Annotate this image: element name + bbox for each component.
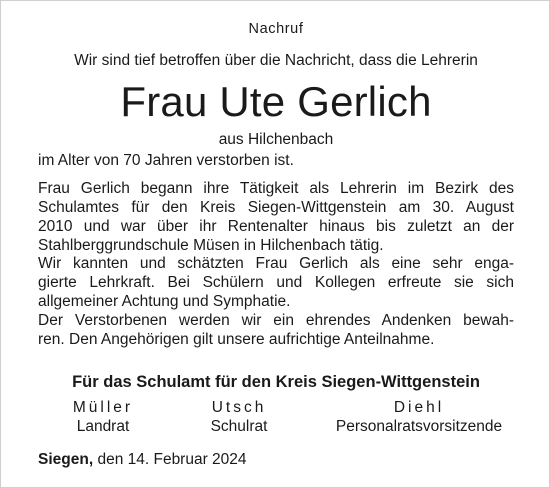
signoff-text: Für das Schulamt für den Kreis Siegen-Wittgenstein: [72, 373, 480, 391]
notice-heading: Nachruf: [248, 21, 304, 37]
paragraph-line: Wir kannten und schätzten Frau Gerlich als eine sehr enga-: [38, 255, 514, 272]
signatory-role: Personalratsvorsitzende: [335, 418, 503, 435]
deceased-name: Frau Ute Gerlich: [120, 78, 432, 125]
paragraph-line: gierte Lehrkraft. Bei Schülern und Kollegen erfreute sie sich: [38, 274, 514, 291]
signatory-name: Müller: [72, 399, 134, 416]
paragraph-line: Der Verstorbenen werden wir ein ehrendes Andenken bewah-: [38, 312, 514, 329]
paragraph-line: allgemeiner Achtung und Symphatie.: [38, 293, 291, 310]
signatory-role: Schulrat: [210, 418, 268, 435]
signatory-name: Diehl: [393, 399, 445, 416]
age-text: im Alter von 70 Jahren verstorben ist.: [38, 152, 294, 169]
place-date-line: [38, 451, 247, 469]
paragraph-appreciation: [38, 254, 514, 311]
signatory-role: Landrat: [76, 418, 130, 435]
footer-city: Siegen,: [38, 451, 94, 468]
paragraph-career: [38, 179, 514, 255]
paragraph-line: ren. Den Angehörigen gilt unsere aufrichtige Anteilnahme.: [38, 331, 435, 348]
paragraph-line: Schulamtes für den Kreis Siegen-Wittgenstein am 30. August: [38, 199, 514, 216]
paragraph-line: 2010 und war über ihr Rentenalter hinaus bis zuletzt an der: [38, 218, 514, 235]
paragraph-condolence: [38, 311, 514, 349]
paragraph-line: Frau Gerlich begann ihre Tätigkeit als Lehrerin im Bezirk des: [38, 180, 514, 197]
signatory-landrat: [55, 398, 151, 436]
signatory-personalrat: [316, 398, 522, 436]
intro-text: Wir sind tief betroffen über die Nachricht, dass die Lehrerin: [74, 52, 478, 69]
signatory-schulrat: [191, 398, 287, 436]
origin-text: aus Hilchenbach: [218, 131, 334, 148]
paragraph-line: Stahlberggrundschule Müsen in Hilchenbach tätig.: [38, 237, 384, 254]
footer-date: den 14. Februar 2024: [97, 451, 247, 468]
signatory-name: Utsch: [211, 399, 267, 416]
